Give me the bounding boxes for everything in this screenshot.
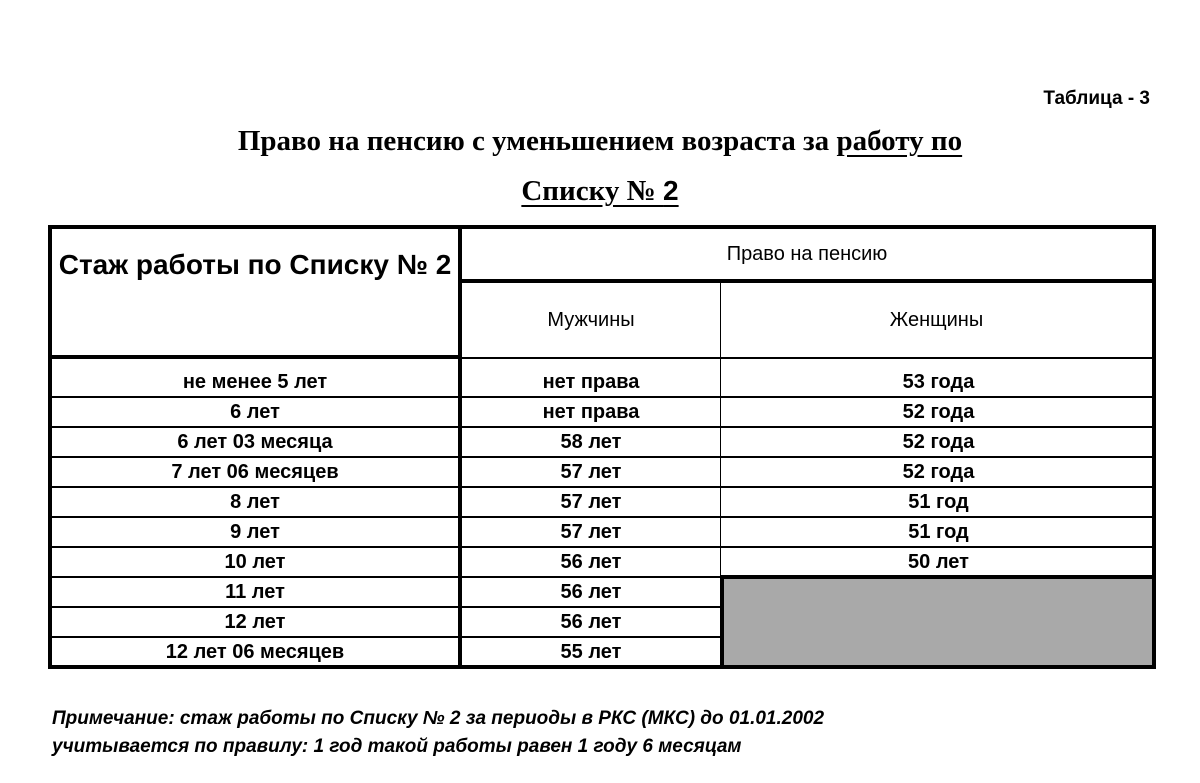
cell-stazh: не менее 5 лет <box>182 370 328 393</box>
footnote-line-1: Примечание: стаж работы по Списку № 2 за периоды в РКС (МКС) до 01.01.2002 <box>52 708 825 729</box>
cell-women: 50 лет <box>908 550 969 573</box>
header-stazh: Стаж работы по Списку № 2 <box>48 225 462 359</box>
cell-men: 57 лет <box>560 490 622 513</box>
title-line-2-number: 2 <box>663 175 679 206</box>
cell-stazh: 12 лет <box>224 610 286 633</box>
cell-women: 52 года <box>902 400 975 423</box>
cell-stazh: 9 лет <box>230 520 280 543</box>
title-line-1-plain: Право на пенсию с уменьшением возраста за <box>237 125 837 157</box>
cell-stazh: 12 лет 06 месяцев <box>165 640 345 663</box>
empty-shaded-area <box>720 575 1156 669</box>
cell-women: 51 год <box>908 520 969 543</box>
cell-men: 56 лет <box>560 550 622 573</box>
cell-stazh: 7 лет 06 месяцев <box>171 460 339 483</box>
header-bottom-line <box>48 357 1156 359</box>
cell-women: 51 год <box>908 490 969 513</box>
header-women: Женщины <box>889 308 984 331</box>
footnote-line-2: учитывается по правилу: 1 год такой работы равен 1 году 6 месяцам <box>52 736 742 757</box>
cell-men: 57 лет <box>560 520 622 543</box>
title-line-2-underlined <box>521 175 678 207</box>
header-pension-right: Право на пенсию <box>458 225 1156 283</box>
cell-stazh: 11 лет <box>225 580 285 603</box>
title-line-2 <box>0 166 1200 216</box>
cell-men: нет права <box>542 370 640 393</box>
cell-men: 56 лет <box>560 580 622 603</box>
cell-stazh: 8 лет <box>230 490 280 513</box>
title-line-1 <box>0 116 1200 166</box>
footnote <box>52 705 1152 761</box>
cell-men: 57 лет <box>560 460 622 483</box>
table-number-label: Таблица - 3 <box>1043 88 1150 109</box>
cell-women: 52 года <box>902 430 975 453</box>
title-line-1-underlined: работу по <box>836 125 963 157</box>
title-line-2-text: Списку № <box>521 175 664 207</box>
document-title <box>0 116 1200 216</box>
header-men: Мужчины <box>547 308 635 331</box>
cell-stazh: 6 лет 03 месяца <box>177 430 333 453</box>
cell-stazh: 10 лет <box>224 550 286 573</box>
cell-women: 52 года <box>902 460 975 483</box>
cell-men: 55 лет <box>560 640 622 663</box>
cell-women: 53 года <box>902 370 975 393</box>
cell-men: нет права <box>542 400 640 423</box>
cell-men: 58 лет <box>560 430 622 453</box>
cell-men: 56 лет <box>560 610 622 633</box>
cell-stazh: 6 лет <box>230 400 280 423</box>
